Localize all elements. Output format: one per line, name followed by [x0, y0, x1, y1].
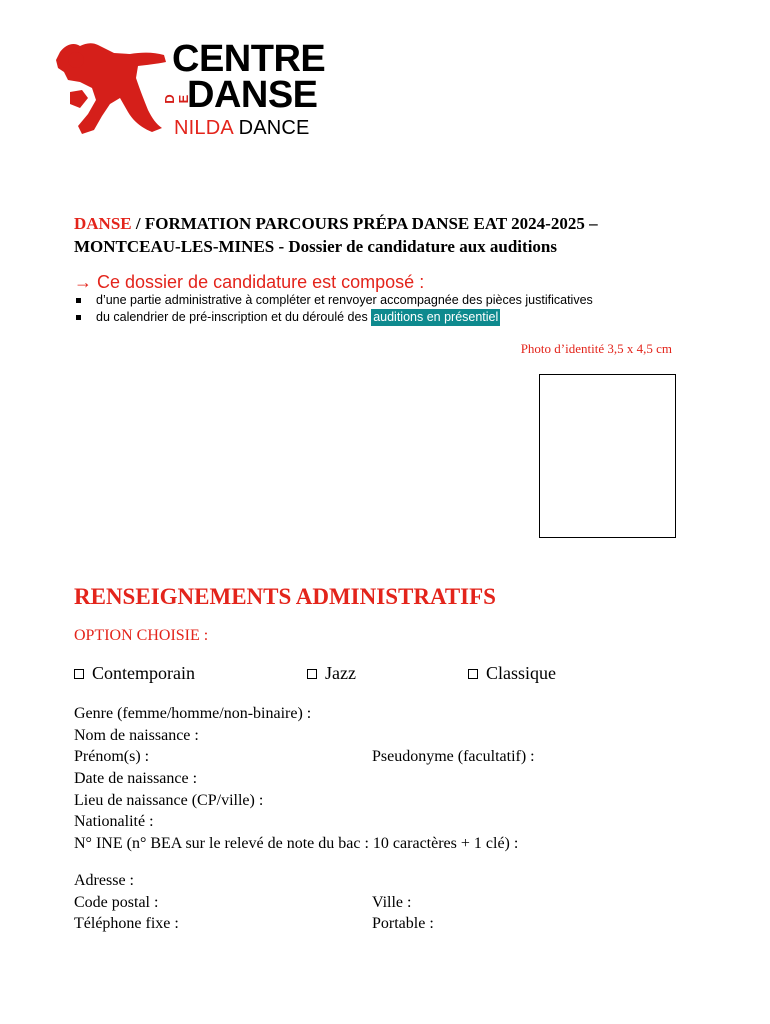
option-label: OPTION CHOISIE :	[74, 627, 209, 644]
highlighted-link[interactable]: auditions en présentiel	[373, 310, 499, 324]
option-label-contemporain: Contemporain	[92, 663, 195, 683]
field-nom: Nom de naissance :	[74, 727, 199, 744]
field-adresse: Adresse :	[74, 872, 134, 889]
logo-nilda-dance-text	[174, 117, 310, 139]
bullet-text-2: du calendrier de pré-inscription et du déroulé des	[96, 310, 368, 324]
logo-de-letter-e: E	[176, 94, 191, 104]
photo-label: Photo d’identité 3,5 x 4,5 cm	[520, 341, 672, 356]
checkbox-icon[interactable]	[468, 669, 478, 679]
field-prenom: Prénom(s) :	[74, 748, 150, 765]
bullet-square-icon	[76, 315, 81, 320]
option-label-jazz: Jazz	[325, 663, 356, 683]
dancer-logo-icon	[52, 38, 172, 138]
field-nationalite: Nationalité :	[74, 813, 154, 830]
logo-centre-text: CENTRE	[172, 38, 326, 80]
logo-de-letter-d: D	[162, 94, 177, 104]
option-classique[interactable]	[468, 663, 556, 684]
field-telephone: Téléphone fixe :	[74, 915, 179, 932]
section-title: RENSEIGNEMENTS ADMINISTRATIFS	[74, 584, 496, 609]
field-date: Date de naissance :	[74, 770, 198, 787]
title-danse: DANSE	[74, 214, 132, 233]
intro-bullet-list	[74, 292, 593, 326]
field-ine: N° INE (n° BEA sur le relevé de note du bac : 10 caractères + 1 clé) :	[74, 835, 519, 852]
option-contemporain[interactable]	[74, 663, 195, 684]
photo-box[interactable]	[539, 374, 676, 538]
logo-dance: DANCE	[238, 117, 310, 139]
field-portable: Portable :	[372, 915, 434, 932]
field-genre: Genre (femme/homme/non-binaire) :	[74, 705, 312, 722]
checkbox-icon[interactable]	[307, 669, 317, 679]
intro-text: Ce dossier de candidature est composé :	[97, 272, 425, 292]
option-jazz[interactable]	[307, 663, 356, 684]
field-ville: Ville :	[372, 894, 412, 911]
list-item	[74, 292, 593, 309]
field-lieu: Lieu de naissance (CP/ville) :	[74, 792, 264, 809]
bullet-square-icon	[76, 298, 81, 303]
option-label-classique: Classique	[486, 663, 556, 683]
list-item	[74, 309, 593, 326]
arrow-right-icon: →	[74, 272, 92, 292]
checkbox-icon[interactable]	[74, 669, 84, 679]
field-pseudonyme: Pseudonyme (facultatif) :	[372, 748, 535, 765]
logo-danse-text: DANSE	[187, 74, 318, 116]
intro-heading	[74, 270, 424, 294]
page-title	[74, 212, 694, 258]
field-code-postal: Code postal :	[74, 894, 159, 911]
title-rest: / FORMATION PARCOURS PRÉPA DANSE EAT 2024-2025 – MONTCEAU-LES-MINES - Dossier de candidature aux auditions	[74, 214, 598, 256]
logo-nilda: NILDA	[174, 117, 233, 139]
bullet-text-1: d’une partie administrative à compléter et renvoyer accompagnée des pièces justificatives	[96, 293, 593, 307]
